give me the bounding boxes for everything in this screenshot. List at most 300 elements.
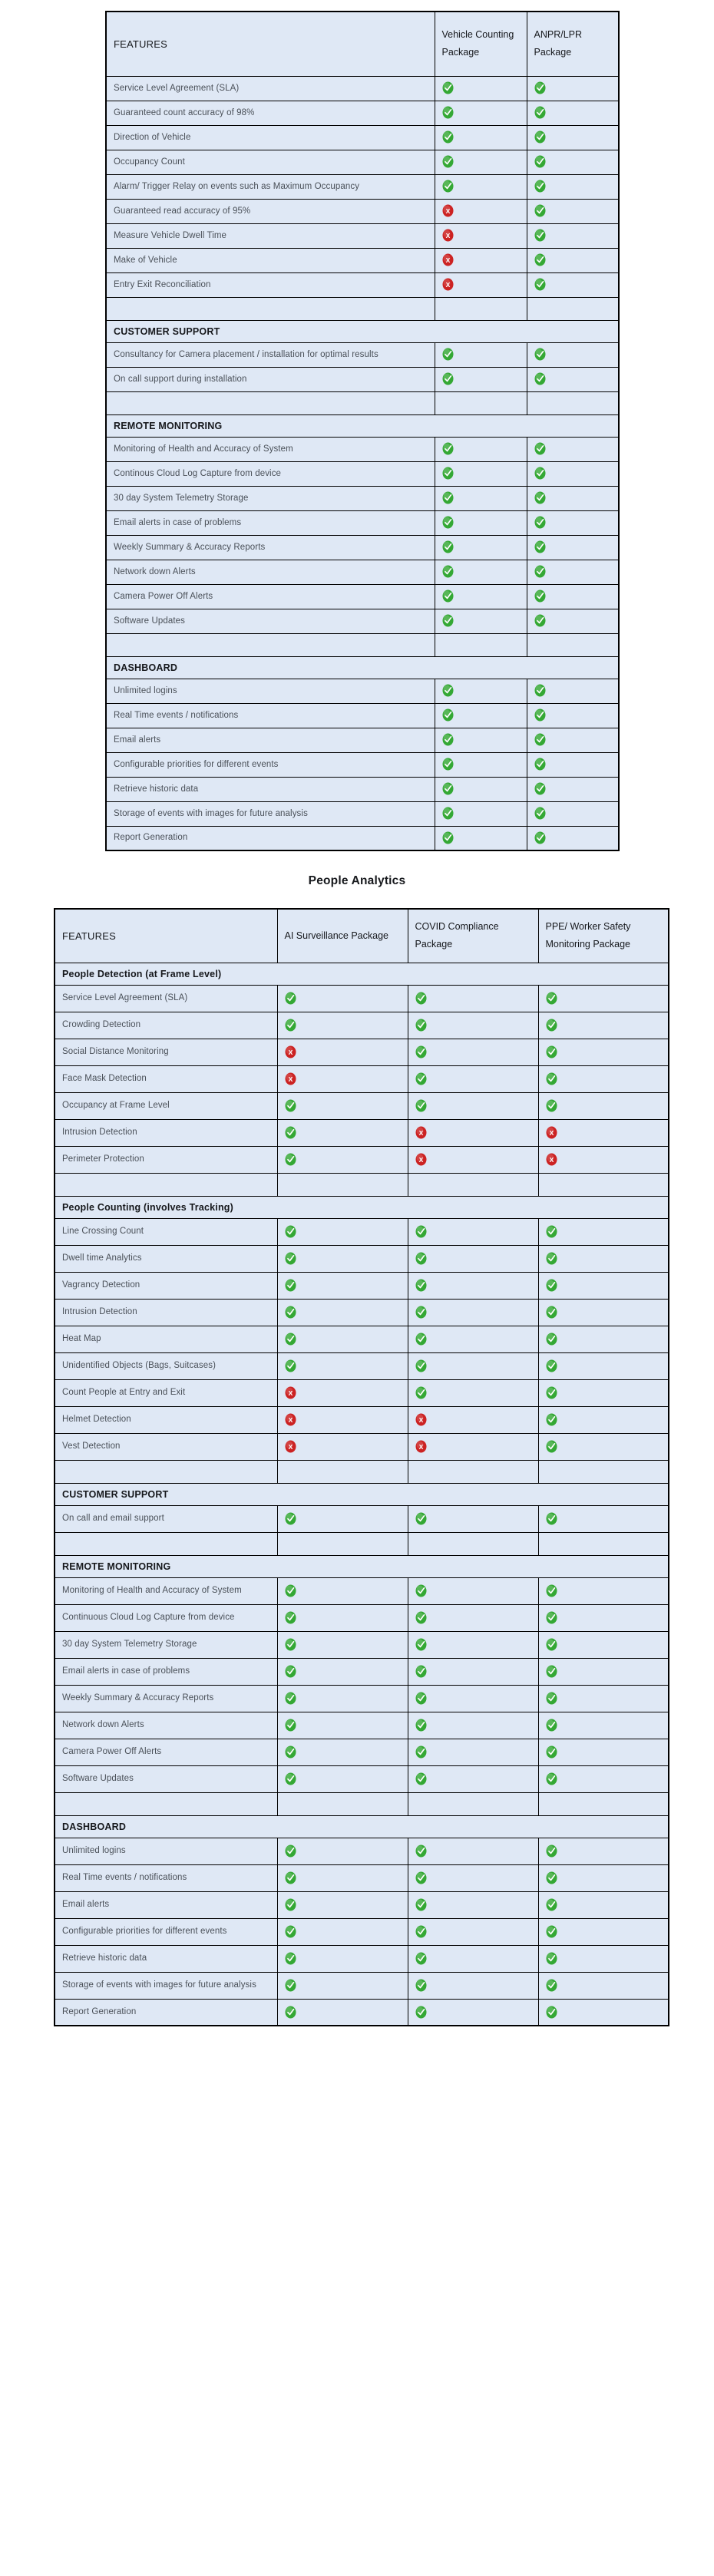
cross-circle-icon [546, 1153, 557, 1166]
feature-availability-cell [277, 1406, 408, 1433]
spacer-row [106, 297, 619, 320]
feature-availability-cell [538, 1092, 669, 1119]
feature-availability-cell [538, 1945, 669, 1972]
check-circle-icon [415, 1898, 427, 1911]
check-circle-icon [534, 204, 546, 217]
feature-availability-cell [277, 1012, 408, 1039]
feature-label: Perimeter Protection [55, 1146, 277, 1173]
check-circle-icon [442, 565, 454, 578]
spacer-cell [435, 633, 527, 656]
feature-availability-cell [527, 150, 619, 174]
table-row [55, 1999, 669, 2026]
feature-availability-cell [527, 367, 619, 391]
spacer-row [55, 1460, 669, 1483]
feature-availability-cell [408, 1012, 538, 1039]
check-circle-icon [285, 1979, 296, 1992]
feature-availability-cell [408, 1739, 538, 1765]
table-row [106, 223, 619, 248]
table-row [55, 1891, 669, 1918]
check-circle-icon [442, 733, 454, 746]
cross-circle-icon [442, 253, 454, 266]
feature-availability-cell [435, 535, 527, 560]
cross-circle-icon [285, 1386, 296, 1399]
feature-label: Vest Detection [55, 1433, 277, 1460]
check-circle-icon [415, 1844, 427, 1858]
svg-text:X: X [288, 1415, 293, 1424]
feature-label: Count People at Entry and Exit [55, 1379, 277, 1406]
table-row [55, 1658, 669, 1685]
table-row [55, 1406, 669, 1433]
table-row [106, 342, 619, 367]
bottom-spacer [0, 2026, 714, 2046]
feature-availability-cell [408, 1972, 538, 1999]
spacer-cell [408, 1173, 538, 1196]
feature-label: Camera Power Off Alerts [55, 1739, 277, 1765]
feature-label: 30 day System Telemetry Storage [55, 1631, 277, 1658]
feature-availability-cell [435, 679, 527, 703]
section-heading-row [55, 1196, 669, 1218]
section-heading-label: CUSTOMER SUPPORT [55, 1483, 669, 1505]
check-circle-icon [546, 1772, 557, 1785]
feature-availability-cell [538, 1352, 669, 1379]
feature-availability-cell [527, 199, 619, 223]
table-row [55, 1577, 669, 1604]
feature-label: Real Time events / notifications [55, 1864, 277, 1891]
feature-availability-cell [538, 1012, 669, 1039]
check-circle-icon [415, 1359, 427, 1372]
check-circle-icon [546, 1692, 557, 1705]
svg-text:X: X [549, 1155, 554, 1164]
feature-availability-cell [538, 1505, 669, 1532]
table-row [55, 1604, 669, 1631]
feature-availability-cell [277, 1765, 408, 1792]
check-circle-icon [442, 348, 454, 361]
feature-label: Guaranteed count accuracy of 98% [106, 101, 435, 125]
check-circle-icon [415, 1045, 427, 1058]
table-row [55, 1685, 669, 1712]
feature-label: Monitoring of Health and Accuracy of System [106, 437, 435, 461]
section-heading-row [106, 414, 619, 437]
feature-availability-cell [435, 150, 527, 174]
feature-label: Occupancy Count [106, 150, 435, 174]
section-heading-label: REMOTE MONITORING [55, 1555, 669, 1577]
table-row [55, 1945, 669, 1972]
check-circle-icon [546, 1099, 557, 1112]
cross-circle-icon [442, 204, 454, 217]
feature-availability-cell [435, 752, 527, 777]
feature-label: Weekly Summary & Accuracy Reports [106, 535, 435, 560]
feature-label: Occupancy at Frame Level [55, 1092, 277, 1119]
feature-label: Camera Power Off Alerts [106, 584, 435, 609]
feature-availability-cell [538, 1631, 669, 1658]
feature-label: Continous Cloud Log Capture from device [106, 461, 435, 486]
feature-label: Guaranteed read accuracy of 95% [106, 199, 435, 223]
feature-availability-cell [277, 1739, 408, 1765]
check-circle-icon [534, 614, 546, 627]
check-circle-icon [546, 1871, 557, 1884]
feature-availability-cell [408, 1433, 538, 1460]
table-header-row [55, 909, 669, 963]
spacer-cell [435, 391, 527, 414]
feature-availability-cell [408, 1299, 538, 1326]
table-header-row [106, 12, 619, 76]
check-circle-icon [442, 442, 454, 455]
feature-label: Unlimited logins [106, 679, 435, 703]
check-circle-icon [415, 1638, 427, 1651]
check-circle-icon [442, 467, 454, 480]
feature-availability-cell [435, 367, 527, 391]
check-circle-icon [534, 467, 546, 480]
spacer-cell [408, 1532, 538, 1555]
table-row [106, 609, 619, 633]
spacer-cell [277, 1460, 408, 1483]
table-row [106, 437, 619, 461]
feature-availability-cell [435, 510, 527, 535]
feature-availability-cell [435, 199, 527, 223]
feature-availability-cell [408, 1838, 538, 1864]
feature-label: Software Updates [55, 1765, 277, 1792]
check-circle-icon [442, 81, 454, 94]
check-circle-icon [285, 1279, 296, 1292]
feature-availability-cell [527, 679, 619, 703]
spacer-cell [538, 1532, 669, 1555]
feature-availability-cell [538, 1065, 669, 1092]
feature-availability-cell [435, 174, 527, 199]
check-circle-icon [546, 1045, 557, 1058]
feature-availability-cell [408, 1945, 538, 1972]
header-package-1: ANPR/LPR Package [527, 12, 619, 76]
feature-availability-cell [527, 826, 619, 850]
feature-availability-cell [538, 1864, 669, 1891]
feature-availability-cell [277, 1146, 408, 1173]
spacer-cell [55, 1792, 277, 1815]
spacer-row [55, 1532, 669, 1555]
feature-availability-cell [408, 1864, 538, 1891]
feature-availability-cell [408, 1685, 538, 1712]
feature-availability-cell [527, 101, 619, 125]
check-circle-icon [285, 1333, 296, 1346]
feature-availability-cell [435, 728, 527, 752]
feature-availability-cell [435, 248, 527, 272]
check-circle-icon [546, 1386, 557, 1399]
check-circle-icon [415, 1279, 427, 1292]
table-row [55, 1712, 669, 1739]
table-row [106, 150, 619, 174]
feature-availability-cell [527, 535, 619, 560]
section-heading-row [106, 320, 619, 342]
feature-availability-cell [408, 1658, 538, 1685]
feature-availability-cell [538, 1326, 669, 1352]
feature-label: Real Time events / notifications [106, 703, 435, 728]
check-circle-icon [415, 1333, 427, 1346]
check-circle-icon [415, 1925, 427, 1938]
table-row [55, 1765, 669, 1792]
spacer-cell [277, 1792, 408, 1815]
table-row [106, 679, 619, 703]
check-circle-icon [285, 1844, 296, 1858]
check-circle-icon [442, 516, 454, 529]
spacer-cell [106, 297, 435, 320]
cross-circle-icon [285, 1072, 296, 1085]
table-row [55, 1146, 669, 1173]
feature-availability-cell [435, 801, 527, 826]
feature-availability-cell [435, 826, 527, 850]
check-circle-icon [415, 992, 427, 1005]
feature-label: Retrieve historic data [106, 777, 435, 801]
check-circle-icon [534, 590, 546, 603]
feature-label: Heat Map [55, 1326, 277, 1352]
feature-availability-cell [538, 1299, 669, 1326]
table-row [55, 1245, 669, 1272]
feature-availability-cell [408, 1604, 538, 1631]
feature-availability-cell [277, 1631, 408, 1658]
feature-availability-cell [408, 1119, 538, 1146]
cross-circle-icon [415, 1126, 427, 1139]
spacer-cell [55, 1532, 277, 1555]
check-circle-icon [415, 1871, 427, 1884]
table-row [106, 752, 619, 777]
table-row [106, 174, 619, 199]
feature-label: Network down Alerts [55, 1712, 277, 1739]
check-circle-icon [285, 1126, 296, 1139]
feature-availability-cell [538, 1577, 669, 1604]
people-analytics-title: People Analytics [308, 874, 406, 887]
check-circle-icon [442, 684, 454, 697]
check-circle-icon [546, 1665, 557, 1678]
check-circle-icon [534, 106, 546, 119]
feature-availability-cell [277, 1838, 408, 1864]
check-circle-icon [415, 1512, 427, 1525]
check-circle-icon [546, 1252, 557, 1265]
check-circle-icon [285, 1359, 296, 1372]
section-heading-row [106, 656, 619, 679]
check-circle-icon [285, 1019, 296, 1032]
check-circle-icon [415, 1584, 427, 1597]
feature-availability-cell [408, 985, 538, 1012]
feature-availability-cell [408, 1218, 538, 1245]
check-circle-icon [442, 831, 454, 844]
check-circle-icon [534, 565, 546, 578]
check-circle-icon [442, 180, 454, 193]
check-circle-icon [546, 1072, 557, 1085]
feature-availability-cell [538, 1406, 669, 1433]
check-circle-icon [534, 831, 546, 844]
check-circle-icon [442, 590, 454, 603]
table-row [55, 1119, 669, 1146]
check-circle-icon [415, 1719, 427, 1732]
feature-availability-cell [408, 1999, 538, 2026]
feature-label: 30 day System Telemetry Storage [106, 486, 435, 510]
check-circle-icon [415, 1692, 427, 1705]
feature-availability-cell [277, 1092, 408, 1119]
check-circle-icon [442, 155, 454, 168]
section-heading-label: REMOTE MONITORING [106, 414, 619, 437]
check-circle-icon [415, 1979, 427, 1992]
feature-label: Measure Vehicle Dwell Time [106, 223, 435, 248]
feature-availability-cell [408, 1712, 538, 1739]
spacer-row [55, 1173, 669, 1196]
spacer-cell [55, 1173, 277, 1196]
check-circle-icon [546, 1279, 557, 1292]
feature-label: Entry Exit Reconciliation [106, 272, 435, 297]
table-row [55, 1092, 669, 1119]
check-circle-icon [442, 807, 454, 820]
check-circle-icon [534, 253, 546, 266]
check-circle-icon [546, 1440, 557, 1453]
feature-availability-cell [408, 1352, 538, 1379]
check-circle-icon [546, 1584, 557, 1597]
feature-availability-cell [435, 560, 527, 584]
table-row [106, 367, 619, 391]
feature-availability-cell [527, 223, 619, 248]
check-circle-icon [415, 1611, 427, 1624]
feature-availability-cell [538, 1604, 669, 1631]
table-row [106, 76, 619, 101]
feature-label: Retrieve historic data [55, 1945, 277, 1972]
feature-availability-cell [277, 1891, 408, 1918]
check-circle-icon [546, 1898, 557, 1911]
check-circle-icon [415, 1252, 427, 1265]
feature-availability-cell [435, 223, 527, 248]
check-circle-icon [415, 1952, 427, 1965]
section-heading-label: CUSTOMER SUPPORT [106, 320, 619, 342]
cross-circle-icon [415, 1413, 427, 1426]
feature-label: Continuous Cloud Log Capture from device [55, 1604, 277, 1631]
check-circle-icon [285, 1898, 296, 1911]
feature-label: Configurable priorities for different events [106, 752, 435, 777]
check-circle-icon [285, 1252, 296, 1265]
feature-availability-cell [277, 985, 408, 1012]
check-circle-icon [534, 807, 546, 820]
feature-availability-cell [527, 703, 619, 728]
feature-availability-cell [277, 1065, 408, 1092]
feature-availability-cell [277, 1864, 408, 1891]
feature-label: Email alerts in case of problems [55, 1658, 277, 1685]
check-circle-icon [415, 1306, 427, 1319]
feature-label: Unidentified Objects (Bags, Suitcases) [55, 1352, 277, 1379]
check-circle-icon [546, 1745, 557, 1759]
feature-availability-cell [277, 1218, 408, 1245]
feature-availability-cell [408, 1272, 538, 1299]
spacer-cell [538, 1173, 669, 1196]
feature-availability-cell [435, 101, 527, 125]
feature-availability-cell [538, 1891, 669, 1918]
check-circle-icon [415, 1745, 427, 1759]
feature-availability-cell [538, 1765, 669, 1792]
feature-label: Make of Vehicle [106, 248, 435, 272]
table-row [55, 1218, 669, 1245]
svg-text:X: X [418, 1415, 423, 1424]
table-row [106, 703, 619, 728]
feature-availability-cell [435, 342, 527, 367]
feature-label: Helmet Detection [55, 1406, 277, 1433]
check-circle-icon [534, 733, 546, 746]
table-row [106, 101, 619, 125]
check-circle-icon [546, 1306, 557, 1319]
svg-text:X: X [445, 281, 450, 289]
feature-label: On call and email support [55, 1505, 277, 1532]
spacer-cell [106, 633, 435, 656]
feature-availability-cell [408, 1039, 538, 1065]
feature-label: On call support during installation [106, 367, 435, 391]
feature-availability-cell [435, 125, 527, 150]
table-row [106, 777, 619, 801]
feature-availability-cell [408, 1891, 538, 1918]
check-circle-icon [534, 491, 546, 504]
svg-text:X: X [445, 207, 450, 216]
feature-availability-cell [435, 703, 527, 728]
svg-text:X: X [445, 256, 450, 265]
table-row [55, 985, 669, 1012]
check-circle-icon [285, 1225, 296, 1238]
feature-availability-cell [408, 1406, 538, 1433]
feature-availability-cell [538, 1146, 669, 1173]
check-circle-icon [415, 1225, 427, 1238]
table-row [55, 1039, 669, 1065]
feature-availability-cell [435, 584, 527, 609]
feature-availability-cell [538, 1918, 669, 1945]
cross-circle-icon [546, 1126, 557, 1139]
feature-availability-cell [538, 1972, 669, 1999]
feature-label: Report Generation [106, 826, 435, 850]
check-circle-icon [285, 1719, 296, 1732]
header-package-0: Vehicle Counting Package [435, 12, 527, 76]
svg-text:X: X [288, 1442, 293, 1451]
check-circle-icon [415, 1386, 427, 1399]
spacer-cell [55, 1460, 277, 1483]
feature-availability-cell [527, 777, 619, 801]
feature-availability-cell [408, 1577, 538, 1604]
check-circle-icon [442, 491, 454, 504]
feature-availability-cell [435, 486, 527, 510]
table-row [106, 125, 619, 150]
check-circle-icon [546, 1719, 557, 1732]
check-circle-icon [534, 442, 546, 455]
feature-label: Software Updates [106, 609, 435, 633]
check-circle-icon [442, 758, 454, 771]
check-circle-icon [534, 229, 546, 242]
feature-label: Dwell time Analytics [55, 1245, 277, 1272]
svg-text:X: X [418, 1155, 423, 1164]
table-row [55, 1299, 669, 1326]
check-circle-icon [546, 1844, 557, 1858]
feature-availability-cell [538, 1685, 669, 1712]
feature-availability-cell [408, 1918, 538, 1945]
section-heading-row [55, 1815, 669, 1838]
section-heading-row [55, 1483, 669, 1505]
check-circle-icon [442, 708, 454, 722]
table-row [55, 1065, 669, 1092]
check-circle-icon [546, 1359, 557, 1372]
table-row [106, 801, 619, 826]
feature-availability-cell [538, 1838, 669, 1864]
table-row [55, 1972, 669, 1999]
feature-availability-cell [527, 728, 619, 752]
check-circle-icon [285, 1925, 296, 1938]
feature-availability-cell [408, 1092, 538, 1119]
check-circle-icon [534, 348, 546, 361]
feature-availability-cell [527, 560, 619, 584]
feature-availability-cell [538, 985, 669, 1012]
feature-label: Face Mask Detection [55, 1065, 277, 1092]
feature-availability-cell [538, 1272, 669, 1299]
check-circle-icon [546, 1638, 557, 1651]
check-circle-icon [285, 1952, 296, 1965]
feature-availability-cell [538, 1379, 669, 1406]
table1-wrapper [0, 11, 714, 851]
header-package-0: AI Surveillance Package [277, 909, 408, 963]
check-circle-icon [285, 1099, 296, 1112]
